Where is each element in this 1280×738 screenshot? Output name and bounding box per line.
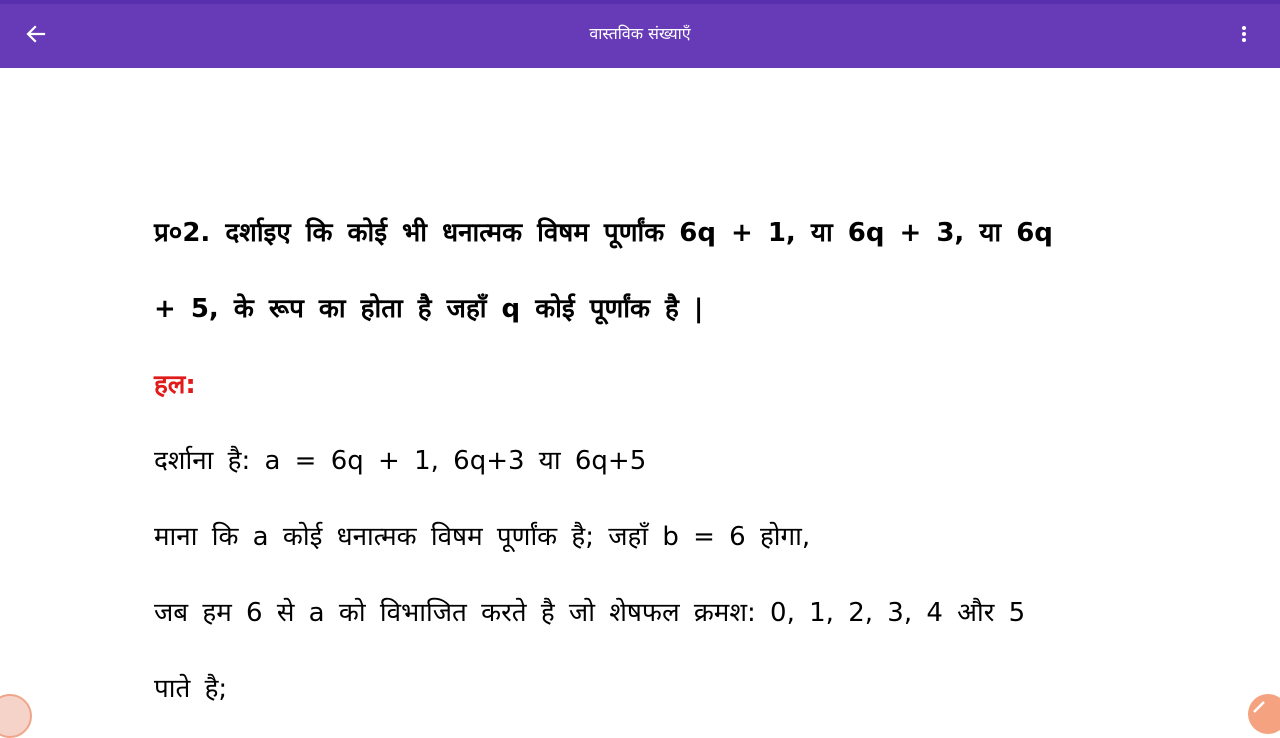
pencil-icon xyxy=(1248,694,1272,722)
page-title: वास्तविक संख्याएँ xyxy=(589,24,691,43)
overflow-menu-button[interactable] xyxy=(1222,14,1266,58)
arrow-left-icon xyxy=(26,24,46,48)
solution-line-4: पाते है; xyxy=(154,674,228,704)
video-fab[interactable] xyxy=(0,694,32,738)
back-button[interactable] xyxy=(14,14,58,58)
app-bar xyxy=(0,4,1280,68)
solution-label: हल: xyxy=(154,370,196,400)
solution-line-3: जब हम 6 से a को विभाजित करते है जो शेषफल क्रमश: 0, 1, 2, 3, 4 और 5 xyxy=(154,598,1026,628)
solution-line-2: माना कि a कोई धनात्मक विषम पूर्णांक है; जहाँ b = 6 होगा, xyxy=(154,522,811,552)
solution-line-1: दर्शाना है: a = 6q + 1, 6q+3 या 6q+5 xyxy=(154,446,647,476)
more-vertical-icon xyxy=(1241,25,1247,47)
edit-fab[interactable] xyxy=(1248,694,1280,734)
question-line-1: प्र०2. दर्शाइए कि कोई भी धनात्मक विषम पूर्णांक 6q + 1, या 6q + 3, या 6q xyxy=(154,218,1053,248)
question-line-2: + 5, के रूप का होता है जहाँ q कोई पूर्णांक है | xyxy=(154,294,704,324)
lesson-content xyxy=(154,214,1129,708)
